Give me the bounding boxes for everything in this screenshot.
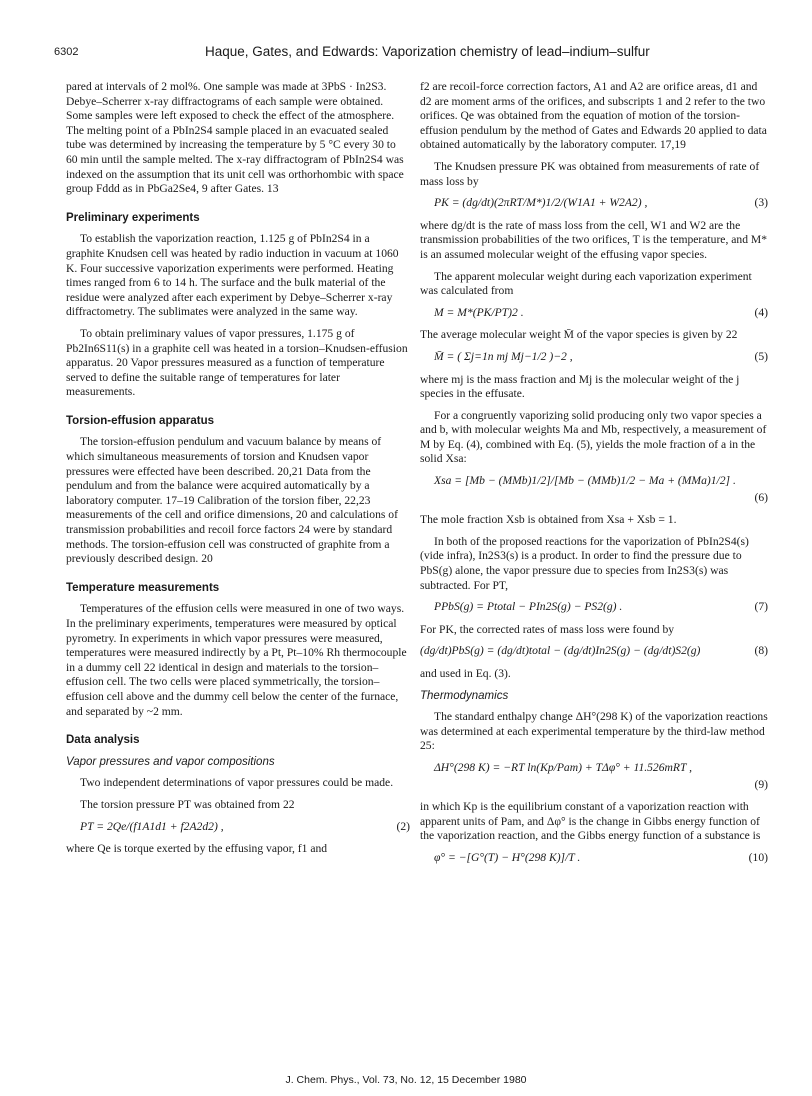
subsection-heading: Thermodynamics (420, 689, 509, 702)
equation-number: (7) (754, 600, 768, 614)
left-column (66, 80, 410, 864)
paragraph: Two independent determinations of vapor pressures could be made. (80, 776, 394, 790)
section-heading: Data analysis (66, 734, 140, 747)
paragraph: For a congruently vaporizing solid producing only two vapor species a and b, with molecular weights Ma and Mb, respectively, a measurement of M by Eq. (4), combined with Eq. (5), yields the mole fraction of a in the solid Xsa: (420, 408, 767, 466)
paragraph: f2 are recoil-force correction factors, A1 and A2 are orifice areas, d1 and d2 are moment arms of the orifices, and subscripts 1 and 2 refer to the two orifices. Qe was obtained from the equation of motion of the torsion-effusion pendulum by the method of Gates and Edwards 20 applied to data obtained automatically by the laboratory computer. 17,19 (420, 80, 767, 152)
equation-body: PPbS(g) = Ptotal − PIn2S(g) − PS2(g) . (434, 600, 623, 614)
equation-number: (6) (754, 490, 768, 504)
paragraph: in which Kp is the equilibrium constant of a vaporization reaction with apparent units of Pam, and Δφ° is the change in Gibbs energy function of the vaporization reaction, and the Gibbs energy function of a substance is (420, 800, 761, 843)
section-heading: Temperature measurements (66, 581, 220, 594)
paragraph: where Qe is torque exerted by the effusing vapor, f1 and (66, 842, 328, 856)
equation-3 (420, 196, 768, 211)
paragraph: In both of the proposed reactions for the vaporization of PbIn2S4(s) (vide infra), In2S3(s) is a product. In order to find the pressure due to PbS(g) alone, the vapor pressure due to species from In2S3(s) was subtracted. For PT, (420, 534, 749, 592)
equation-number: (10) (748, 850, 768, 864)
equation-body: PK = (dg/dt)(2πRT/M*)1/2/(W1A1 + W2A2) , (434, 196, 648, 210)
paragraph: The Knudsen pressure PK was obtained from measurements of rate of mass loss by (420, 159, 760, 188)
equation-body: (dg/dt)PbS(g) = (dg/dt)total − (dg/dt)In2S(g) − (dg/dt)S2(g) (420, 644, 701, 658)
equation-7 (420, 600, 768, 615)
paragraph: where dg/dt is the rate of mass loss from the cell, W1 and W2 are the transmission probabilities of the two orifices, T is the temperature, and M* is an assumed molecular weight of the effusing vapor species. (420, 218, 767, 261)
equation-6: Xsa = [Mb − (MMb)1/2]/[Mb − (MMb)1/2 − Ma + (MMa)1/2] . (434, 474, 736, 488)
equation-number: (8) (754, 644, 768, 658)
equation-9: ΔH°(298 K) = −RT ln(Kp/Pam) + TΔφ° + 11.526mRT , (434, 760, 693, 774)
equation-10 (420, 851, 768, 866)
equation-body: PT = 2Qe/(f1A1d1 + f2A2d2) , (80, 819, 224, 833)
running-title: Haque, Gates, and Edwards: Vaporization chemistry of lead–indium–sulfur (205, 44, 650, 59)
paragraph: The standard enthalpy change ΔH°(298 K) of the vaporization reactions was determined at each experimental temperature by the third-law method 25: (420, 710, 768, 753)
equation-number: (2) (396, 819, 410, 833)
equation-8 (420, 644, 768, 659)
paragraph: The mole fraction Xsb is obtained from Xsa + Xsb = 1. (420, 513, 677, 527)
equation-5 (420, 350, 768, 365)
paragraph: and used in Eq. (3). (420, 667, 511, 680)
subsection-heading: Vapor pressures and vapor compositions (66, 755, 275, 768)
equation-4 (420, 306, 768, 321)
section-heading: Torsion-effusion apparatus (66, 414, 215, 427)
paragraph: For PK, the corrected rates of mass loss were found by (420, 622, 675, 636)
equation-number: (9) (754, 777, 768, 791)
journal-footer: J. Chem. Phys., Vol. 73, No. 12, 15 December 1980 (285, 1074, 527, 1086)
equation-2 (66, 820, 410, 835)
page-number: 6302 (54, 46, 79, 58)
equation-number: (4) (754, 305, 768, 319)
paragraph: The average molecular weight M̄ of the vapor species is given by 22 (420, 328, 738, 342)
paragraph: To establish the vaporization reaction, 1.125 g of PbIn2S4 in a graphite Knudsen cell was heated by radio induction in vacuum at 1060 K. Four successive vaporization experiments were performed. Heating times ranged from 6 to 14 h. The surface and the bulk material of the residue were analyzed after each experiment by Debye–Scherrer x-ray diffractometry. The sublimates were analyzed in the same way. (66, 232, 399, 319)
section-heading: Preliminary experiments (66, 211, 200, 224)
right-column (420, 80, 768, 874)
equation-number: (3) (754, 196, 768, 210)
paragraph: The torsion pressure PT was obtained from 22 (80, 797, 295, 811)
paragraph: Temperatures of the effusion cells were measured in one of two ways. In the preliminary experiments, temperatures were measured by optical pyrometry. In experiments in which vapor pressures were measured, temperatures were measured indirectly by a Pt, Pt–10% Rh thermocouple in a dummy cell 22 identical in design and materials to the torsion–effusion cell. The two cells were placed symmetrically, the torsion–effusion cell above and the dummy cell below the center of the furnace, and separated by ~2 mm. (66, 602, 407, 718)
paragraph: The torsion-effusion pendulum and vacuum balance by means of which simultaneous measurements of torsion and Knudsen vapor pressures were effected have been described. 20,21 Data from the pendulum and from the balance were acquired automatically by a laboratory computer. 17–19 Calibration of the torsion fiber, 22,23 measurements of the cell and orifice dimensions, 20 and calculations of transmission probabilities and recoil force factors 24 were by standard methods. The torsion-effusion cell was constructed of graphite from a previously described design. 20 (66, 435, 398, 566)
paragraph: The apparent molecular weight during each vaporization experiment was calculated from (420, 269, 752, 298)
equation-body: M = M*(PK/PT)2 . (434, 305, 524, 319)
paragraph: where mj is the mass fraction and Mj is the molecular weight of the j species in the effusate. (420, 372, 740, 401)
equation-number: (5) (754, 349, 768, 363)
paragraph: pared at intervals of 2 mol%. One sample was made at 3PbS · In2S3. Debye–Scherrer x-ray diffractograms of each sample were obtained. Some samples were left exposed to check the effect of the atmosphere. The melting point of a PbIn2S4 sample placed in an evacuated sealed tube was determined by increasing the temperature by 5 °C every 30 to 60 min until the sample melted. The x-ray diffractogram of PbIn2S4 was indexed on the assumption that its unit cell was orthorhombic with space group Fddd as in PbGa2Se4, 9 after Gates. 13 (66, 80, 404, 196)
equation-body: M̄ = ( Σj=1n mj Mj−1/2 )−2 , (434, 349, 573, 363)
equation-body: φ° = −[G°(T) − H°(298 K)]/T . (434, 850, 581, 864)
paragraph: To obtain preliminary values of vapor pressures, 1.175 g of Pb2In6S11(s) in a graphite cell was heated in a torsion–Knudsen-effusion apparatus. 20 Vapor pressures measured as a function of temperature served to define the suitable range of temperatures for later measurements. (66, 326, 408, 399)
